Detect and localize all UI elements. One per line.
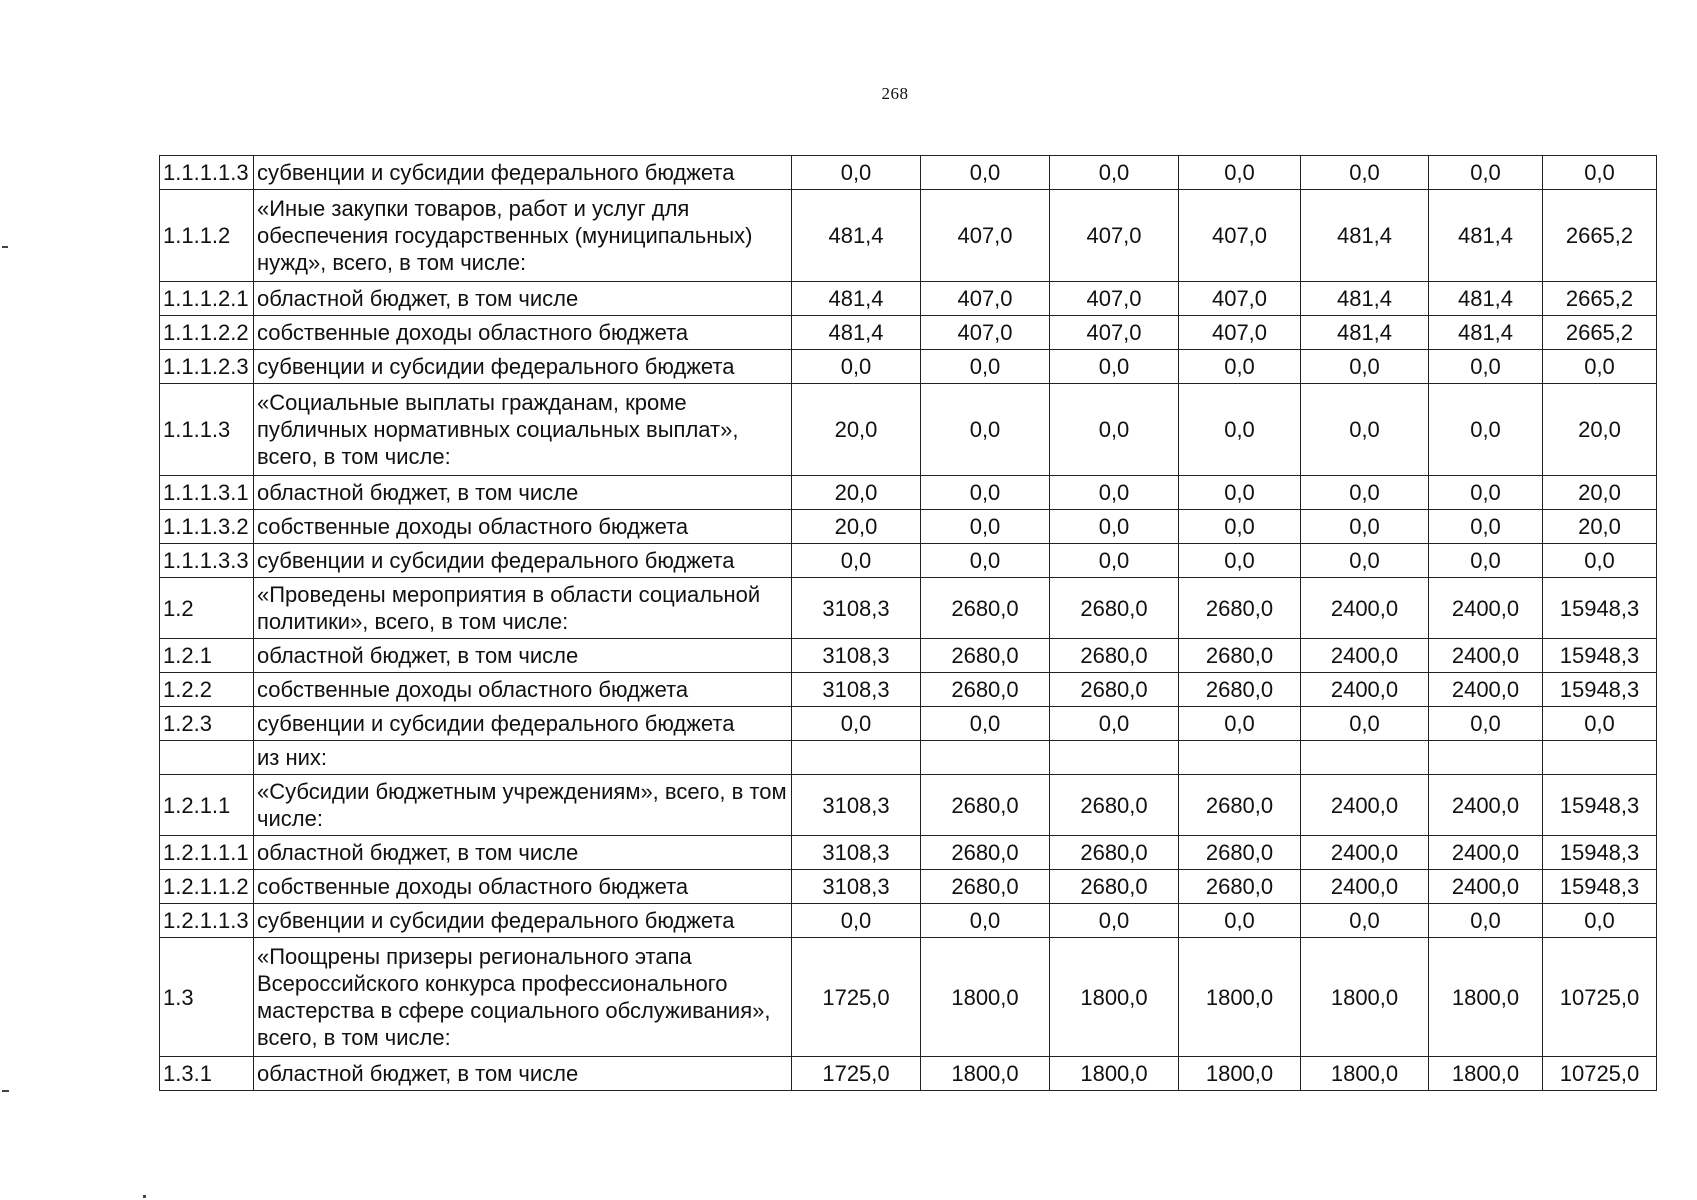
row-value: 0,0 [1429, 350, 1543, 384]
row-value: 0,0 [1050, 904, 1179, 938]
row-value: 2680,0 [1179, 639, 1301, 673]
row-value [921, 741, 1050, 775]
row-value: 0,0 [1301, 156, 1429, 190]
row-value: 15948,3 [1543, 673, 1657, 707]
row-value: 20,0 [1543, 476, 1657, 510]
row-value: 0,0 [1429, 510, 1543, 544]
row-value: 2680,0 [1179, 836, 1301, 870]
row-value: 0,0 [1179, 904, 1301, 938]
row-value: 0,0 [921, 544, 1050, 578]
row-value: 0,0 [1543, 544, 1657, 578]
row-value: 0,0 [1543, 350, 1657, 384]
row-value: 0,0 [1179, 350, 1301, 384]
row-value: 0,0 [1179, 476, 1301, 510]
table-row [160, 282, 1657, 316]
row-value: 2680,0 [1050, 836, 1179, 870]
row-value [1543, 741, 1657, 775]
row-code: 1.1.1.2.2 [160, 316, 254, 350]
row-value: 0,0 [1543, 156, 1657, 190]
row-value: 0,0 [1301, 476, 1429, 510]
budget-table [159, 155, 1657, 1091]
row-value: 2680,0 [1179, 870, 1301, 904]
row-value: 407,0 [1179, 316, 1301, 350]
row-code: 1.2.2 [160, 673, 254, 707]
row-code: 1.1.1.3.1 [160, 476, 254, 510]
table-row [160, 870, 1657, 904]
row-value: 1800,0 [1050, 938, 1179, 1057]
row-value: 15948,3 [1543, 870, 1657, 904]
row-value: 481,4 [1429, 190, 1543, 282]
row-value: 2680,0 [1050, 775, 1179, 836]
row-value: 0,0 [1429, 544, 1543, 578]
row-name: областной бюджет, в том числе [254, 476, 792, 510]
row-code: 1.1.1.1.3 [160, 156, 254, 190]
row-value [1050, 741, 1179, 775]
row-code: 1.3.1 [160, 1057, 254, 1091]
row-value: 2400,0 [1429, 578, 1543, 639]
row-value: 2400,0 [1429, 870, 1543, 904]
row-value: 2665,2 [1543, 316, 1657, 350]
row-value: 2400,0 [1429, 673, 1543, 707]
row-value: 20,0 [792, 510, 921, 544]
row-value: 0,0 [921, 476, 1050, 510]
row-name: субвенции и субсидии федерального бюджета [254, 350, 792, 384]
row-value: 481,4 [1301, 282, 1429, 316]
table-row [160, 156, 1657, 190]
row-value: 1725,0 [792, 938, 921, 1057]
row-value: 0,0 [1429, 384, 1543, 476]
row-value: 2680,0 [921, 639, 1050, 673]
row-value: 0,0 [1429, 156, 1543, 190]
row-value: 15948,3 [1543, 639, 1657, 673]
row-value: 2680,0 [1179, 578, 1301, 639]
row-name: областной бюджет, в том числе [254, 836, 792, 870]
row-value: 481,4 [1429, 316, 1543, 350]
row-value: 2680,0 [921, 673, 1050, 707]
row-value: 2680,0 [921, 870, 1050, 904]
row-name: областной бюджет, в том числе [254, 639, 792, 673]
table-row [160, 190, 1657, 282]
row-value: 1800,0 [1050, 1057, 1179, 1091]
row-value: 481,4 [792, 316, 921, 350]
row-value [1429, 741, 1543, 775]
row-code: 1.2.3 [160, 707, 254, 741]
row-value: 15948,3 [1543, 836, 1657, 870]
row-value: 481,4 [792, 282, 921, 316]
row-value: 1800,0 [1179, 1057, 1301, 1091]
row-value: 3108,3 [792, 578, 921, 639]
table-row [160, 775, 1657, 836]
row-value: 0,0 [1050, 476, 1179, 510]
table-row [160, 639, 1657, 673]
row-value: 407,0 [1050, 282, 1179, 316]
row-value: 2400,0 [1301, 673, 1429, 707]
row-value: 2680,0 [921, 578, 1050, 639]
row-value: 0,0 [1301, 384, 1429, 476]
row-value: 20,0 [1543, 384, 1657, 476]
row-value: 2680,0 [1050, 673, 1179, 707]
row-value: 20,0 [792, 384, 921, 476]
row-value: 407,0 [1179, 190, 1301, 282]
row-value: 407,0 [921, 316, 1050, 350]
row-value: 481,4 [792, 190, 921, 282]
row-value: 15948,3 [1543, 578, 1657, 639]
row-value: 0,0 [1179, 544, 1301, 578]
row-value: 2665,2 [1543, 282, 1657, 316]
row-value: 2680,0 [1050, 578, 1179, 639]
row-value: 1800,0 [1301, 938, 1429, 1057]
page-number: 268 [881, 84, 909, 103]
row-value: 0,0 [1179, 156, 1301, 190]
row-value: 407,0 [921, 282, 1050, 316]
table-row [160, 836, 1657, 870]
row-name: «Иные закупки товаров, работ и услуг для обеспечения государственных (муниципальных) нужд», всего, в том числе: [254, 190, 792, 282]
row-value: 2400,0 [1429, 775, 1543, 836]
row-value: 3108,3 [792, 870, 921, 904]
table-row [160, 350, 1657, 384]
row-value: 2680,0 [1179, 673, 1301, 707]
row-value: 2680,0 [921, 836, 1050, 870]
row-value: 0,0 [1301, 350, 1429, 384]
row-code: 1.2.1.1 [160, 775, 254, 836]
row-value: 0,0 [921, 510, 1050, 544]
row-code: 1.1.1.2.1 [160, 282, 254, 316]
row-value: 1800,0 [1429, 938, 1543, 1057]
row-code: 1.1.1.2.3 [160, 350, 254, 384]
row-code: 1.1.1.3 [160, 384, 254, 476]
row-value: 0,0 [1301, 544, 1429, 578]
table-row [160, 904, 1657, 938]
row-value [1301, 741, 1429, 775]
table-row [160, 510, 1657, 544]
row-name: «Социальные выплаты гражданам, кроме публичных нормативных социальных выплат», всего, в том числе: [254, 384, 792, 476]
row-value: 0,0 [1301, 904, 1429, 938]
row-value: 0,0 [792, 904, 921, 938]
row-code: 1.1.1.3.2 [160, 510, 254, 544]
row-name: субвенции и субсидии федерального бюджета [254, 904, 792, 938]
row-code [160, 741, 254, 775]
row-value: 407,0 [921, 190, 1050, 282]
row-value: 1800,0 [1301, 1057, 1429, 1091]
row-name: из них: [254, 741, 792, 775]
row-value: 2400,0 [1301, 836, 1429, 870]
row-name: собственные доходы областного бюджета [254, 673, 792, 707]
row-value: 0,0 [921, 156, 1050, 190]
row-value: 0,0 [921, 707, 1050, 741]
row-value: 0,0 [792, 156, 921, 190]
row-value: 407,0 [1050, 316, 1179, 350]
row-value [1179, 741, 1301, 775]
row-value: 481,4 [1301, 316, 1429, 350]
row-value: 0,0 [792, 350, 921, 384]
row-value: 15948,3 [1543, 775, 1657, 836]
row-value: 10725,0 [1543, 1057, 1657, 1091]
row-value: 3108,3 [792, 639, 921, 673]
row-code: 1.2.1 [160, 639, 254, 673]
row-value: 0,0 [792, 707, 921, 741]
scan-mark [2, 246, 8, 248]
row-value: 2400,0 [1301, 639, 1429, 673]
row-code: 1.1.1.3.3 [160, 544, 254, 578]
row-value: 2400,0 [1301, 578, 1429, 639]
row-value: 2680,0 [921, 775, 1050, 836]
table-row [160, 544, 1657, 578]
table-row [160, 316, 1657, 350]
row-value: 0,0 [1179, 384, 1301, 476]
row-code: 1.2.1.1.3 [160, 904, 254, 938]
table-row [160, 1057, 1657, 1091]
row-value: 0,0 [1543, 904, 1657, 938]
row-code: 1.2.1.1.1 [160, 836, 254, 870]
row-value: 1800,0 [921, 1057, 1050, 1091]
row-value: 10725,0 [1543, 938, 1657, 1057]
row-value: 0,0 [1179, 510, 1301, 544]
row-value: 0,0 [921, 350, 1050, 384]
row-value: 0,0 [1429, 904, 1543, 938]
row-name: собственные доходы областного бюджета [254, 316, 792, 350]
row-value: 3108,3 [792, 673, 921, 707]
row-value: 20,0 [792, 476, 921, 510]
row-value: 0,0 [1543, 707, 1657, 741]
row-value: 481,4 [1429, 282, 1543, 316]
row-value: 0,0 [1301, 707, 1429, 741]
table-row [160, 578, 1657, 639]
row-value: 0,0 [1301, 510, 1429, 544]
row-name: субвенции и субсидии федерального бюджета [254, 156, 792, 190]
row-value: 2680,0 [1179, 775, 1301, 836]
row-value: 481,4 [1301, 190, 1429, 282]
row-value: 0,0 [1179, 707, 1301, 741]
row-code: 1.1.1.2 [160, 190, 254, 282]
table-row [160, 707, 1657, 741]
row-value: 0,0 [1429, 476, 1543, 510]
row-value: 0,0 [1050, 707, 1179, 741]
row-value: 407,0 [1179, 282, 1301, 316]
row-value: 0,0 [1050, 384, 1179, 476]
table-row [160, 384, 1657, 476]
row-value: 0,0 [1429, 707, 1543, 741]
row-value: 2400,0 [1301, 870, 1429, 904]
row-name: областной бюджет, в том числе [254, 1057, 792, 1091]
table-row [160, 673, 1657, 707]
row-name: субвенции и субсидии федерального бюджета [254, 544, 792, 578]
row-value: 3108,3 [792, 836, 921, 870]
row-value: 0,0 [1050, 510, 1179, 544]
row-value: 1800,0 [1429, 1057, 1543, 1091]
row-value: 2400,0 [1429, 836, 1543, 870]
row-value: 3108,3 [792, 775, 921, 836]
row-value: 1800,0 [1179, 938, 1301, 1057]
row-code: 1.3 [160, 938, 254, 1057]
row-name: областной бюджет, в том числе [254, 282, 792, 316]
row-value: 2665,2 [1543, 190, 1657, 282]
row-value: 0,0 [1050, 350, 1179, 384]
row-value: 407,0 [1050, 190, 1179, 282]
row-code: 1.2.1.1.2 [160, 870, 254, 904]
row-value: 2680,0 [1050, 639, 1179, 673]
row-value: 2400,0 [1301, 775, 1429, 836]
table-row [160, 938, 1657, 1057]
row-name: «Субсидии бюджетным учреждениям», всего, в том числе: [254, 775, 792, 836]
row-value: 2400,0 [1429, 639, 1543, 673]
row-value: 0,0 [1050, 156, 1179, 190]
row-name: «Поощрены призеры регионального этапа Всероссийского конкурса профессионального мастерства в сфере социального обслуживания», всего, в том числе: [254, 938, 792, 1057]
table-row [160, 741, 1657, 775]
row-value: 20,0 [1543, 510, 1657, 544]
row-code: 1.2 [160, 578, 254, 639]
row-name: собственные доходы областного бюджета [254, 870, 792, 904]
row-value: 1725,0 [792, 1057, 921, 1091]
scan-mark [143, 1195, 146, 1198]
row-value: 0,0 [921, 904, 1050, 938]
row-name: собственные доходы областного бюджета [254, 510, 792, 544]
row-name: субвенции и субсидии федерального бюджета [254, 707, 792, 741]
table-row [160, 476, 1657, 510]
row-value [792, 741, 921, 775]
row-value: 0,0 [921, 384, 1050, 476]
scan-mark [2, 1090, 9, 1092]
row-value: 0,0 [792, 544, 921, 578]
row-value: 1800,0 [921, 938, 1050, 1057]
row-value: 2680,0 [1050, 870, 1179, 904]
row-value: 0,0 [1050, 544, 1179, 578]
row-name: «Проведены мероприятия в области социальной политики», всего, в том числе: [254, 578, 792, 639]
